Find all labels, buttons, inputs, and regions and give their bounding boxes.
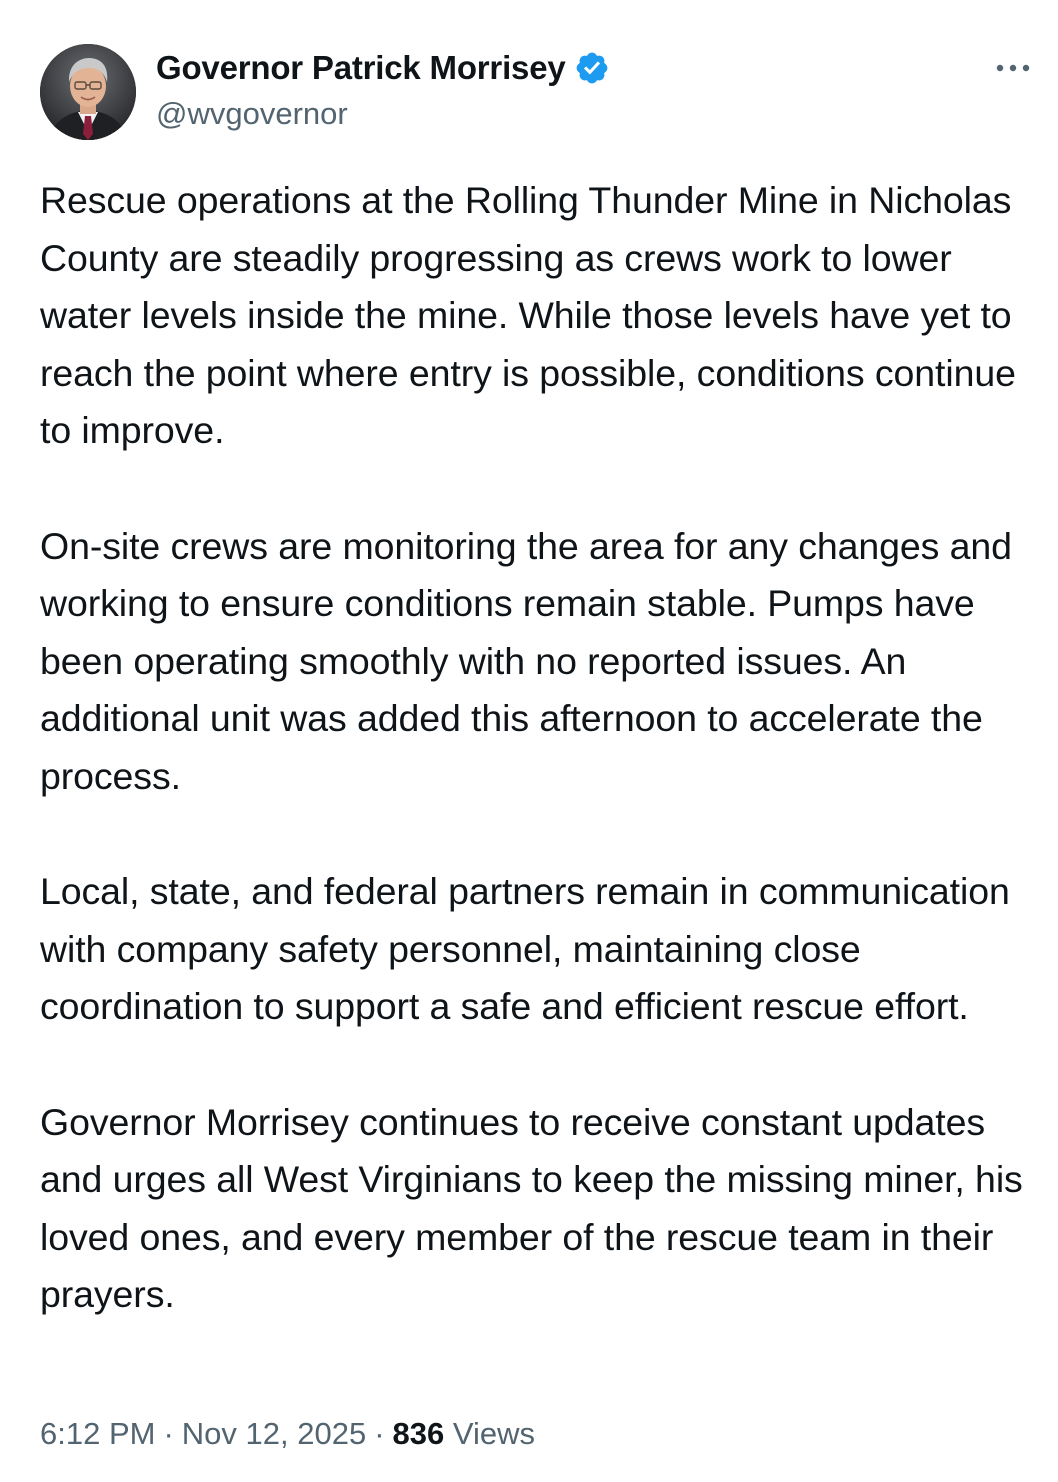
name-row (156, 46, 610, 90)
tweet-date[interactable]: Nov 12, 2025 (181, 1416, 367, 1451)
meta-separator: · (163, 1416, 174, 1451)
tweet-time[interactable]: 6:12 PM (40, 1416, 156, 1451)
tweet-text (40, 172, 1050, 1324)
verified-badge-icon[interactable] (574, 50, 610, 86)
author-handle[interactable]: @wvgovernor (156, 96, 348, 131)
tweet-paragraph: Local, state, and federal partners remain in communication with company safety personnel, maintaining close coordination to support a safe and efficient rescue effort. (40, 870, 1010, 1028)
author-display-name[interactable]: Governor Patrick Morrisey (156, 49, 566, 86)
tweet-paragraph: Governor Morrisey continues to receive constant updates and urges all West Virginians to keep the missing miner, his loved ones, and every member of the rescue team in their prayers. (40, 1100, 1023, 1316)
meta-separator: · (374, 1416, 385, 1451)
tweet-paragraph: On-site crews are monitoring the area for any changes and working to ensure conditions remain stable. Pumps have been operating smoothly with no reported issues. An additional unit was added this afternoon to accelerate the process. (40, 524, 1012, 797)
tweet-paragraph: Rescue operations at the Rolling Thunder Mine in Nicholas County are steadily progressing as crews work to lower water levels inside the mine. While those levels have yet to reach the point where entry is possible, conditions continue to improve. (40, 179, 1016, 452)
more-options-icon[interactable] (988, 48, 1038, 88)
avatar[interactable] (40, 44, 136, 140)
author-info (156, 46, 610, 132)
views-count[interactable]: 836 (392, 1416, 445, 1451)
views-label[interactable]: Views (452, 1416, 536, 1451)
tweet-meta (40, 1416, 535, 1452)
tweet-header (40, 44, 1038, 140)
